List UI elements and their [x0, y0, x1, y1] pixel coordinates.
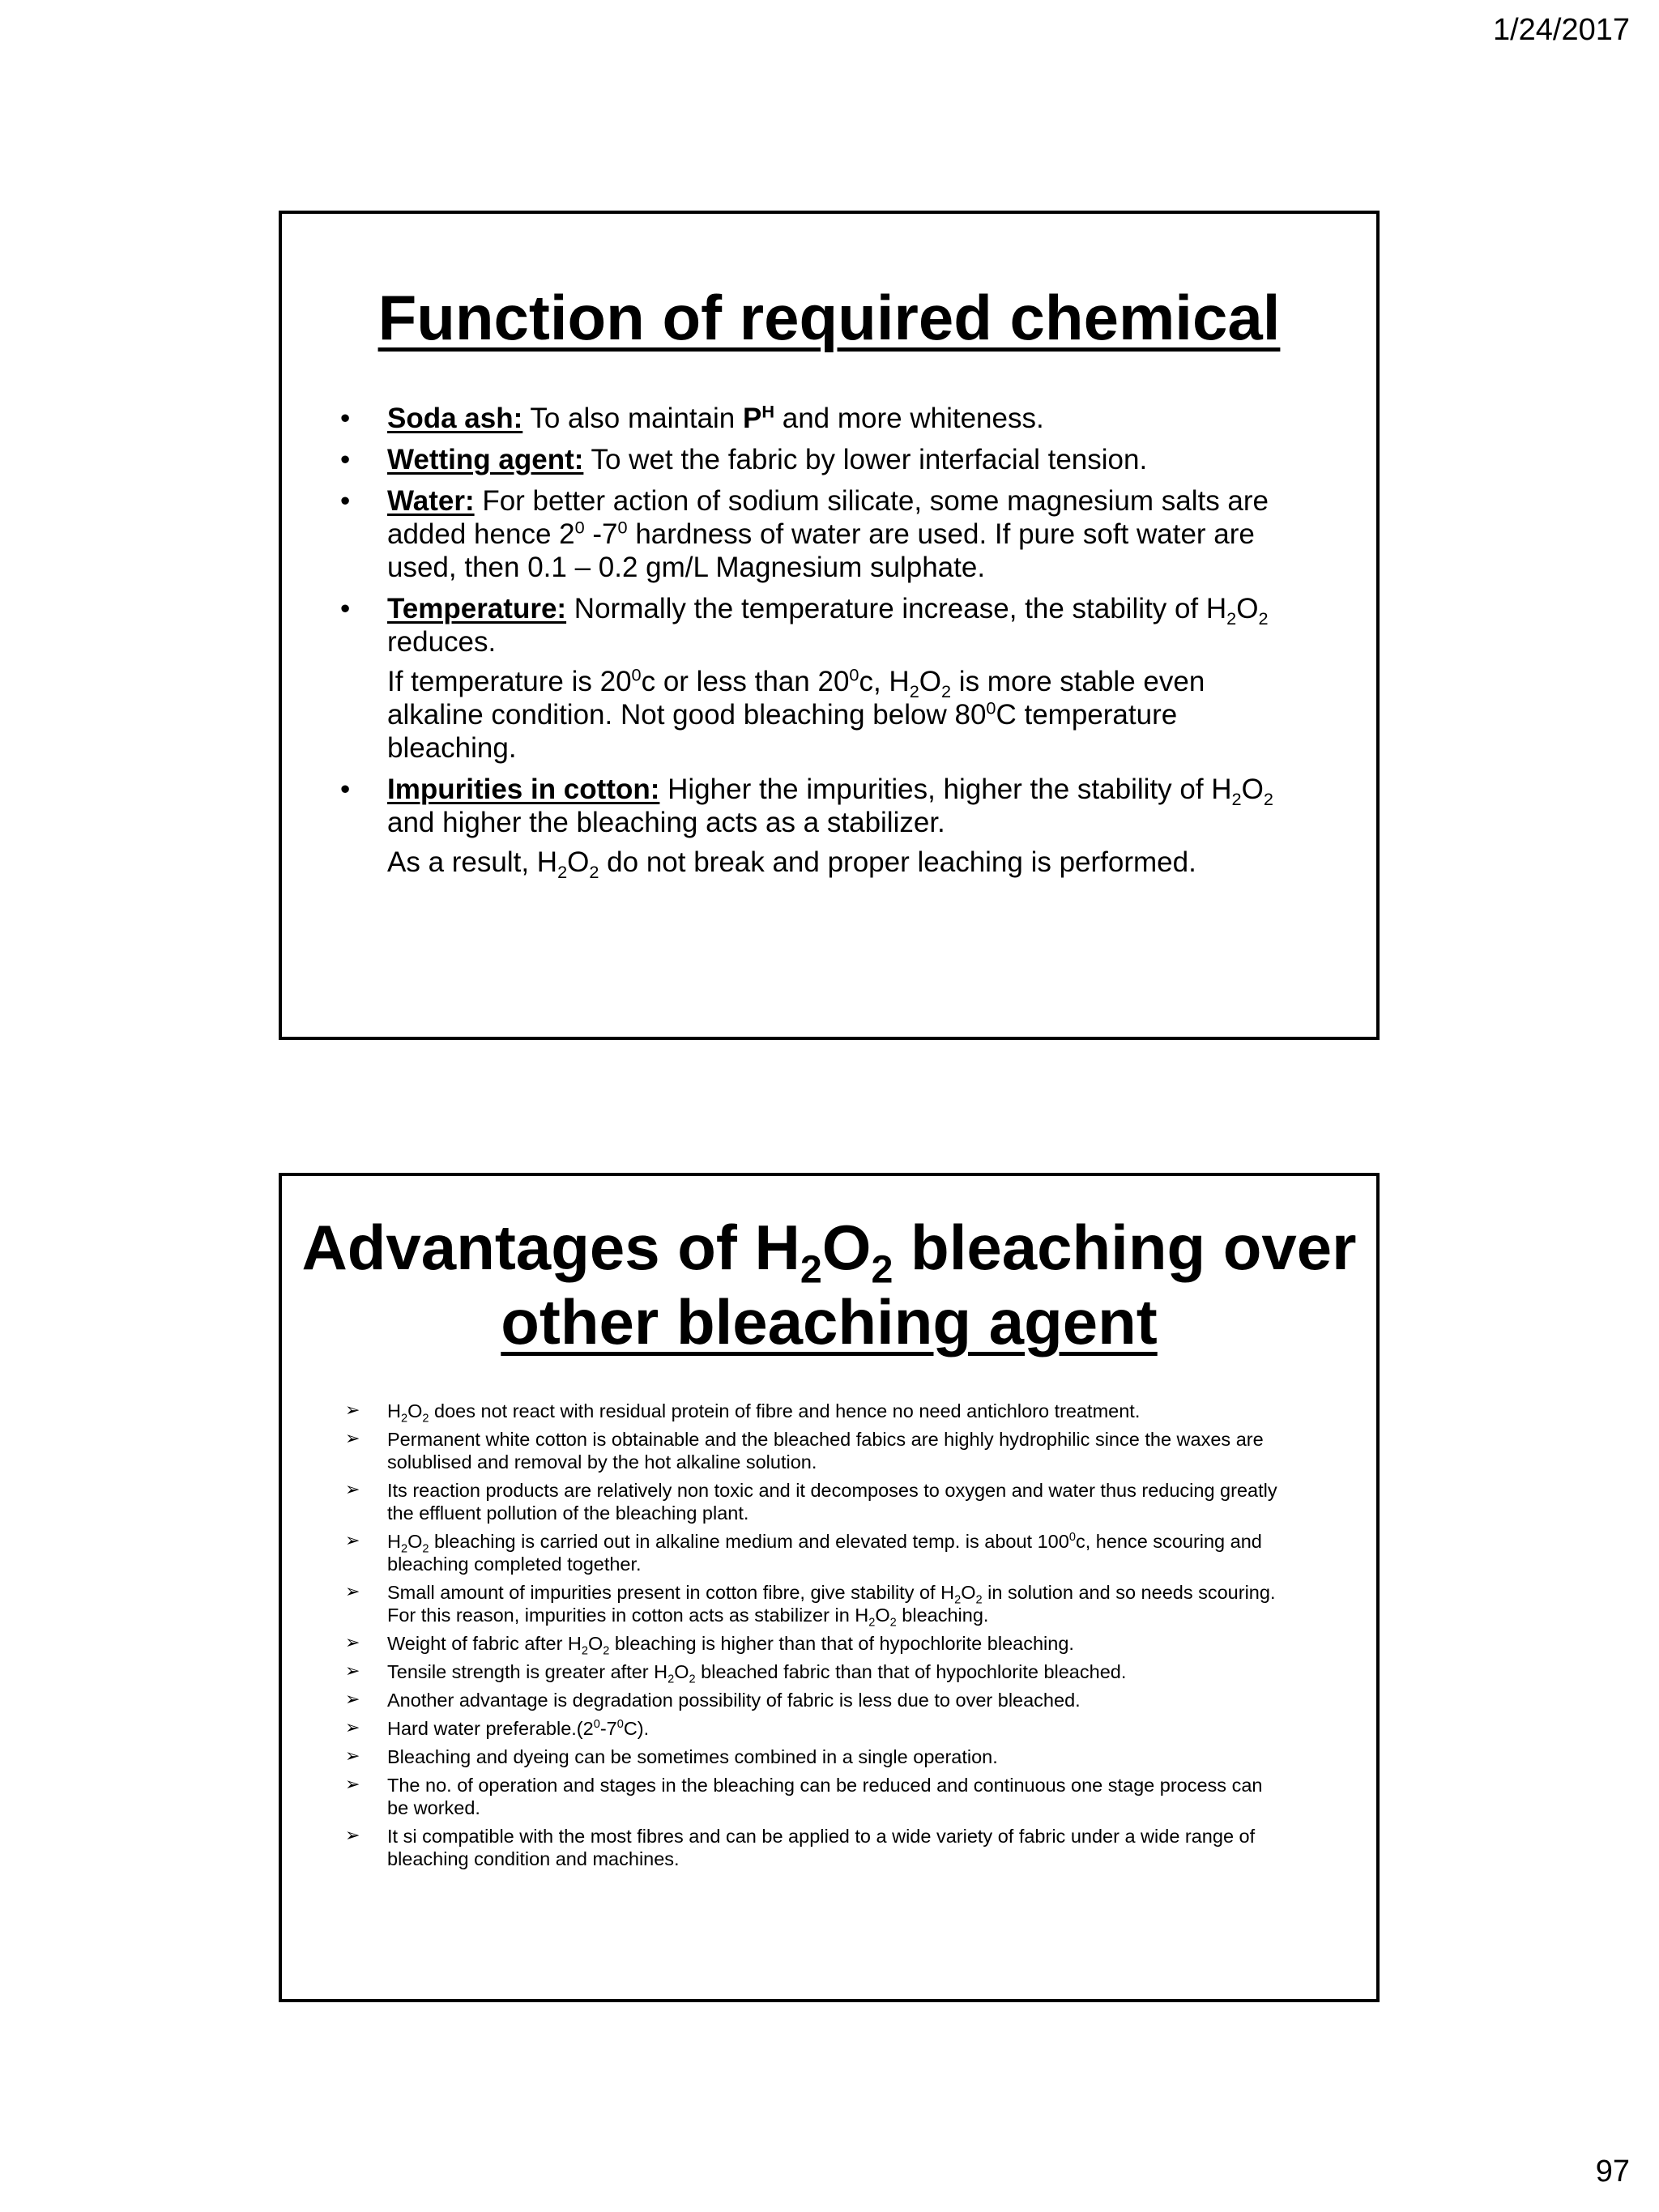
item-text: do not break and proper leaching is performed.	[599, 846, 1196, 878]
item-text: 2	[954, 1593, 962, 1607]
slide-function-of-chemicals	[279, 211, 1380, 1040]
advantages-list	[282, 1400, 1376, 1870]
item-text: -7	[584, 518, 618, 550]
item-text: If temperature is 20	[387, 666, 632, 697]
list-item-water	[387, 484, 1295, 584]
item-text: Another advantage is degradation possibility of fabric is less due to over bleached.	[387, 1690, 1081, 1711]
item-text: 0	[986, 697, 996, 718]
item-label: Wetting agent:	[387, 444, 584, 475]
item-text: O	[919, 666, 942, 697]
item-text: c, hence scouring and bleaching completed together.	[387, 1531, 1262, 1575]
item-text: hardness of water are used. If pure soft water are used, then 0.1 – 0.2 gm/L Magnesium sulphate.	[387, 518, 1255, 583]
item-text: 2	[581, 1644, 588, 1658]
page-number: 97	[1595, 2154, 1630, 2189]
item-text: bleaching.	[896, 1605, 989, 1626]
item-text: For better action of sodium silicate, some magnesium salts are added hence 2	[387, 485, 1269, 550]
item-text: in solution and so needs scouring. For this reason, impurities in cotton acts as stabilizer in H	[387, 1582, 1276, 1626]
item-text: 2	[941, 681, 952, 701]
slide-title	[282, 1176, 1376, 1359]
item-label: Water:	[387, 485, 475, 517]
item-text: 2	[589, 862, 599, 882]
item-text: 0	[849, 664, 859, 685]
item-text: 0	[574, 517, 585, 538]
item-text: 2	[909, 681, 919, 701]
item-text: 2	[1263, 789, 1273, 809]
title-text: 2	[800, 1247, 822, 1292]
item-label: Impurities in cotton:	[387, 774, 660, 805]
item-text: H	[387, 1400, 401, 1421]
item-text: 0	[1068, 1531, 1076, 1545]
title-text: Advantages of H	[301, 1212, 800, 1283]
chemical-function-list	[282, 401, 1376, 882]
item-text: 2	[667, 1673, 675, 1686]
item-text: Hard water preferable.(2	[387, 1718, 594, 1739]
item-text: 2	[557, 862, 568, 882]
list-item	[387, 1774, 1287, 1819]
list-item	[387, 1745, 1287, 1768]
item-text: bleaching is higher than that of hypochlorite bleaching.	[609, 1633, 1074, 1654]
item-text: c or less than 20	[641, 666, 850, 697]
item-text: O	[1241, 774, 1264, 805]
item-text: O	[961, 1582, 976, 1603]
item-text: Higher the impurities, higher the stability of H	[659, 774, 1232, 805]
item-text: 0	[593, 1718, 600, 1732]
item-text: Bleaching and dyeing can be sometimes combined in a single operation.	[387, 1746, 998, 1767]
list-item	[387, 1400, 1287, 1426]
item-text: To wet the fabric by lower interfacial tension.	[583, 444, 1148, 475]
item-text: 0	[617, 517, 628, 538]
item-text: 2	[1258, 608, 1269, 629]
item-text: O	[567, 846, 590, 878]
list-item	[387, 1581, 1287, 1630]
item-text: Normally the temperature increase, the stability of H	[566, 593, 1227, 624]
item-text: bleached fabric than that of hypochlorite bleached.	[695, 1661, 1127, 1682]
item-text: 2	[975, 1593, 983, 1607]
title-text: bleaching over	[893, 1212, 1357, 1283]
item-text: 2	[400, 1412, 408, 1426]
item-text: O	[407, 1531, 423, 1552]
item-text: O	[588, 1633, 603, 1654]
item-text: and higher the bleaching acts as a stabilizer.	[387, 807, 945, 838]
title-text: O	[821, 1212, 872, 1283]
list-item	[387, 1479, 1287, 1524]
item-text: -7	[599, 1718, 617, 1739]
list-item-impurities-note	[387, 846, 1295, 882]
item-text: does not react with residual protein of fibre and hence no need antichloro treatment.	[429, 1400, 1141, 1421]
item-text: 2	[689, 1673, 696, 1686]
list-item	[387, 1825, 1287, 1870]
item-text: It si compatible with the most fibres and can be applied to a wide variety of fabric under a wide range of bleaching condition and machines.	[387, 1826, 1256, 1869]
list-item-soda-ash	[387, 402, 1295, 435]
slide-h2o2-advantages	[279, 1173, 1380, 2002]
page-date: 1/24/2017	[1492, 13, 1630, 47]
list-item-temperature-note	[387, 665, 1295, 765]
list-item-wetting-agent	[387, 443, 1295, 476]
item-text: O	[407, 1400, 423, 1421]
item-text: Weight of fabric after H	[387, 1633, 582, 1654]
item-text: 0	[616, 1718, 624, 1732]
item-text: c, H	[859, 666, 910, 697]
item-text: is more stable even alkaline condition. Not good bleaching below 80	[387, 666, 1205, 731]
item-text: 2	[400, 1542, 408, 1556]
list-item	[387, 1660, 1287, 1686]
item-text: 2	[1226, 608, 1237, 629]
item-text: 2	[603, 1644, 610, 1658]
item-text: 2	[422, 1412, 429, 1426]
item-text: Its reaction products are relatively non toxic and it decomposes to oxygen and water thus reducing greatly the effluent pollution of the bleaching plant.	[387, 1480, 1277, 1524]
item-text: bleaching is carried out in alkaline medium and elevated temp. is about 100	[429, 1531, 1069, 1552]
title-text: 2	[871, 1247, 893, 1292]
item-label: Temperature:	[387, 593, 567, 624]
list-item	[387, 1717, 1287, 1740]
list-item	[387, 1689, 1287, 1711]
slide-title-text: Function of required chemical	[377, 282, 1281, 353]
item-text: and more whiteness.	[774, 403, 1044, 434]
list-item	[387, 1632, 1287, 1658]
list-item	[387, 1530, 1287, 1575]
item-text: 2	[422, 1542, 429, 1556]
item-label: Soda ash:	[387, 403, 523, 434]
item-text: Permanent white cotton is obtainable and the bleached fabics are highly hydrophilic since the waxes are solublised and removal by the hot alkaline solution.	[387, 1429, 1264, 1473]
item-text: To also maintain	[522, 403, 743, 434]
item-text: C temperature bleaching.	[387, 699, 1178, 764]
item-text: O	[1236, 593, 1259, 624]
item-text: The no. of operation and stages in the bleaching can be reduced and continuous one stage process can be worked.	[387, 1775, 1263, 1818]
item-text: As a result, H	[387, 846, 558, 878]
item-text: 2	[889, 1616, 897, 1630]
item-text: P	[743, 403, 762, 434]
slide-title-line-1	[301, 1212, 1357, 1292]
item-text: 0	[631, 664, 642, 685]
item-text: O	[875, 1605, 890, 1626]
slide-title-line-2: other bleaching agent	[501, 1286, 1158, 1357]
item-text: reduces.	[387, 626, 497, 658]
item-text: C).	[623, 1718, 650, 1739]
slide-title	[282, 214, 1376, 355]
list-item-temperature	[387, 592, 1295, 658]
list-item-impurities	[387, 773, 1295, 839]
item-text: Tensile strength is greater after H	[387, 1661, 668, 1682]
list-item	[387, 1428, 1287, 1473]
item-text: O	[674, 1661, 689, 1682]
item-text: H	[387, 1531, 401, 1552]
item-text: Small amount of impurities present in cotton fibre, give stability of H	[387, 1582, 955, 1603]
item-text: H	[761, 401, 775, 422]
item-text: 2	[1231, 789, 1242, 809]
item-text: 2	[868, 1616, 876, 1630]
